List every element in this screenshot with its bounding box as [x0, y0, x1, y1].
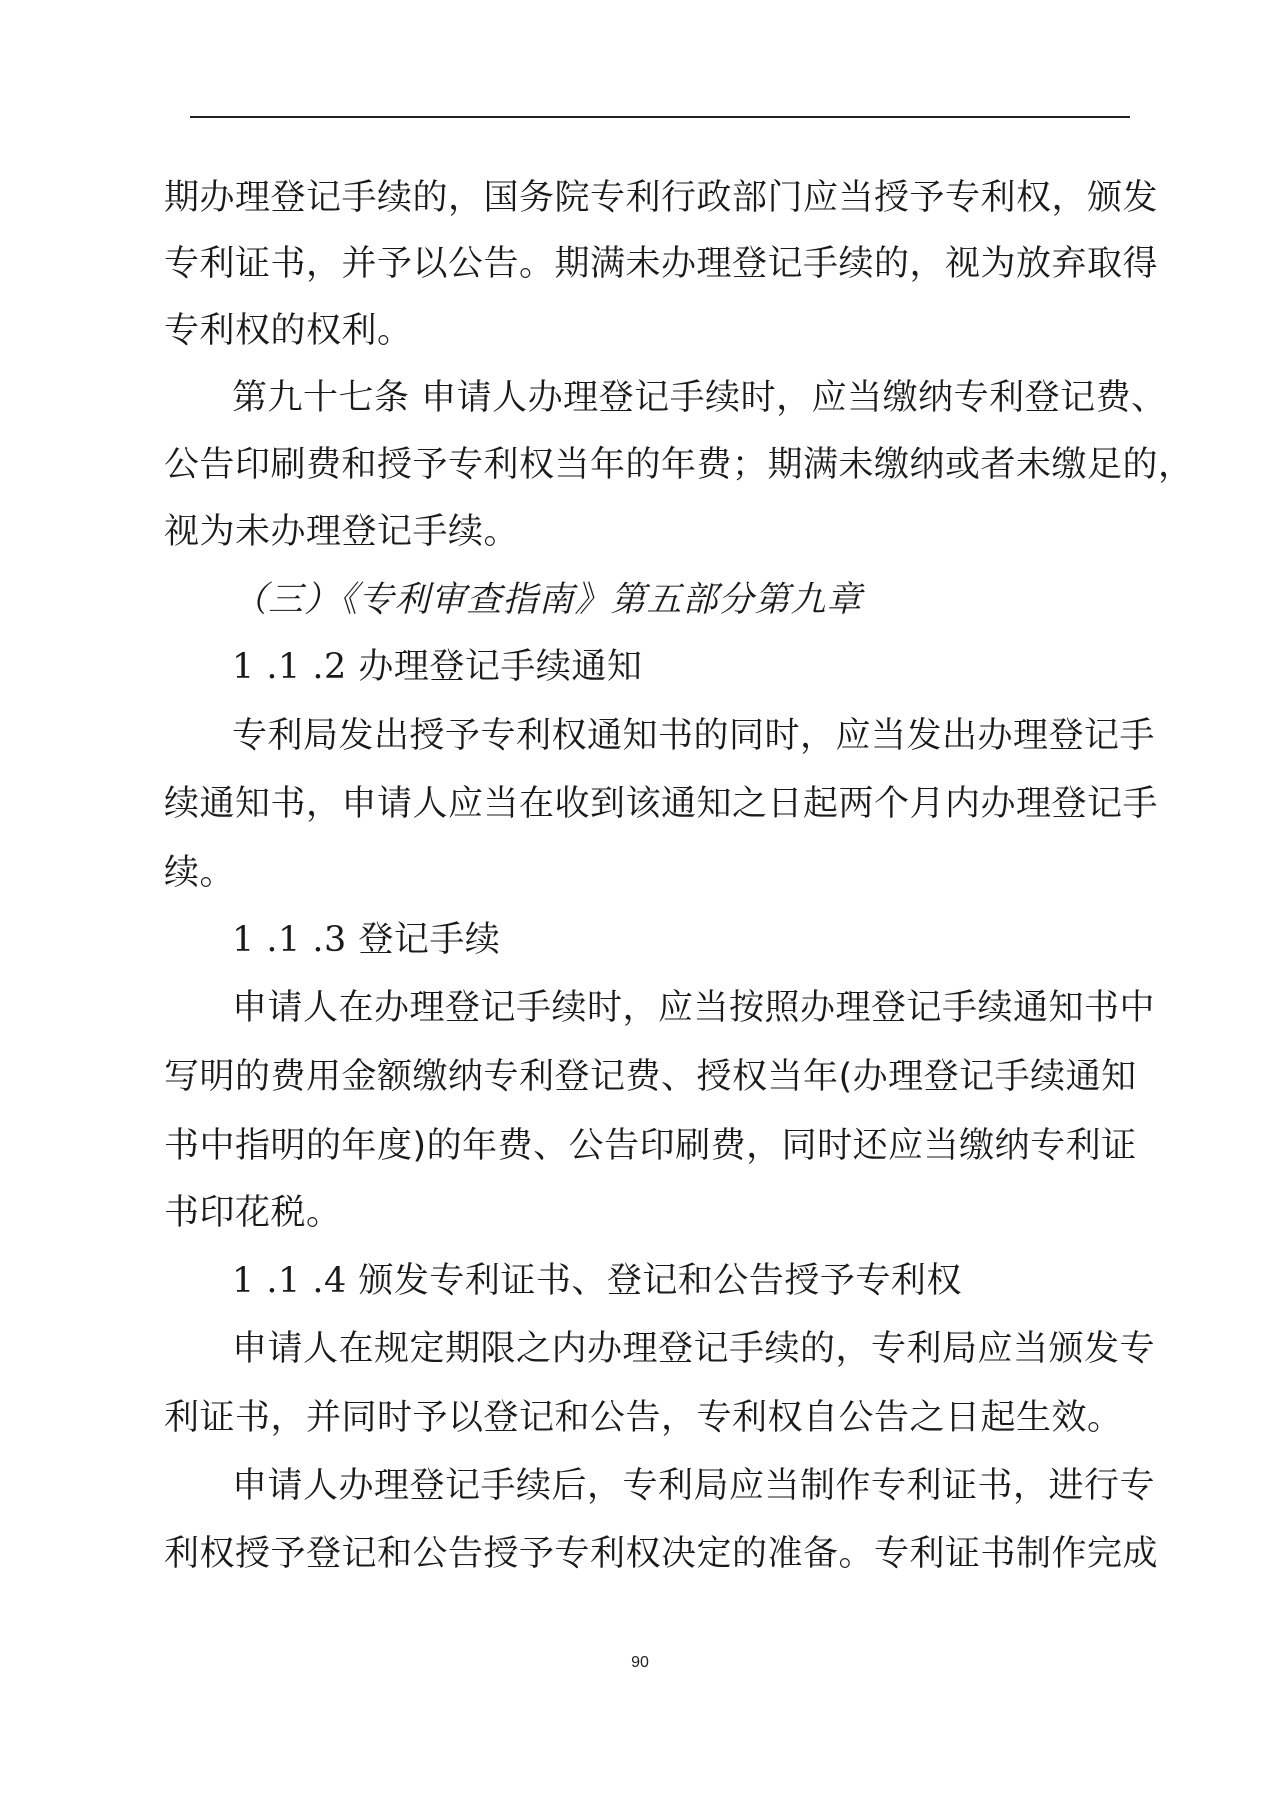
- body-text-line: 申请人在办理登记手续时，应当按照办理登记手续通知书中: [232, 988, 1156, 1028]
- subsection-heading: 1 .1 .4 颁发专利证书、登记和公告授予专利权: [232, 1261, 962, 1301]
- subsection-heading: 1 .1 .2 办理登记手续通知: [232, 647, 643, 687]
- article-97-text: 第九十七条 申请人办理登记手续时，应当缴纳专利登记费、: [232, 378, 1167, 418]
- body-text-line: 专利局发出授予专利权通知书的同时，应当发出办理登记手: [232, 716, 1156, 756]
- body-text-line: 申请人在规定期限之内办理登记手续的，专利局应当颁发专: [232, 1329, 1156, 1369]
- page-number: 90: [631, 1654, 649, 1671]
- body-text-line: 书中指明的年度)的年费、公告印刷费，同时还应当缴纳专利证: [164, 1126, 1137, 1166]
- body-text-line: 申请人办理登记手续后，专利局应当制作专利证书，进行专: [232, 1466, 1156, 1506]
- body-text-line: 视为未办理登记手续。: [164, 512, 520, 552]
- body-text-line: 专利权的权利。: [164, 311, 413, 351]
- body-text-line: 利权授予登记和公告授予专利权决定的准备。专利证书制作完成: [164, 1534, 1159, 1574]
- body-text-line: 期办理登记手续的，国务院专利行政部门应当授予专利权，颁发: [164, 178, 1159, 218]
- header-rule: [190, 116, 1130, 118]
- body-text-line: 专利证书，并予以公告。期满未办理登记手续的，视为放弃取得: [164, 244, 1159, 284]
- body-text-line: 公告印刷费和授予专利权当年的年费；期满未缴纳或者未缴足的，: [164, 445, 1194, 485]
- body-text-line: 利证书，并同时予以登记和公告，专利权自公告之日起生效。: [164, 1398, 1123, 1438]
- subsection-heading: 1 .1 .3 登记手续: [232, 920, 501, 960]
- body-text-line: 写明的费用金额缴纳专利登记费、授权当年(办理登记手续通知: [164, 1057, 1137, 1097]
- body-text-line: 续通知书，申请人应当在收到该通知之日起两个月内办理登记手: [164, 784, 1159, 824]
- body-text-line: 续。: [164, 853, 236, 893]
- body-text-line: 书印花税。: [164, 1193, 342, 1233]
- section-heading: （三）《专利审查指南》第五部分第九章: [232, 580, 863, 620]
